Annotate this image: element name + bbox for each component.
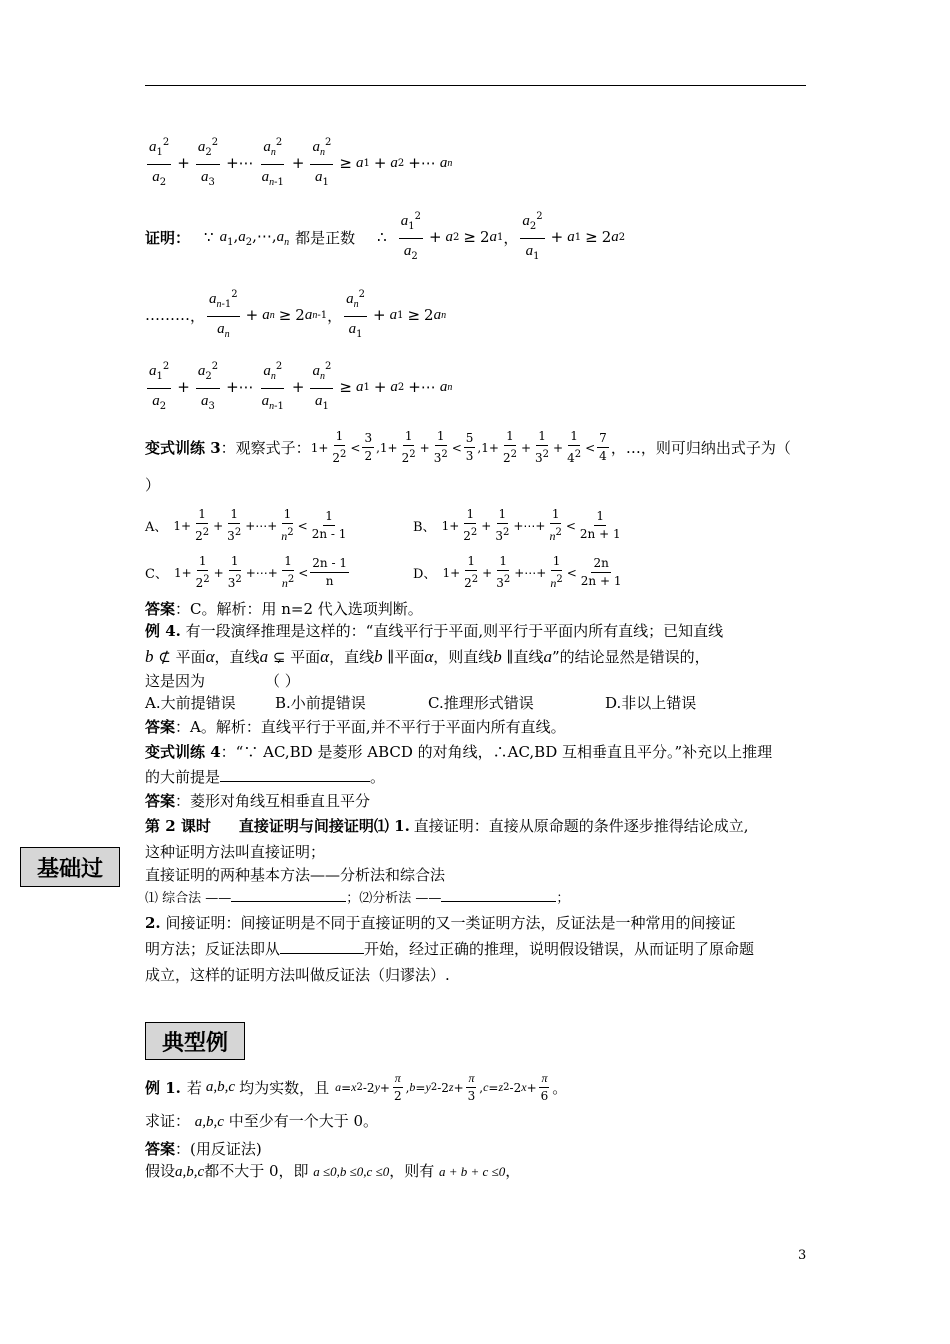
proof-conclusion: $\frac{a_1^2}{a_2}$ + $\frac{a_2^2}{a_3}$ +⋯ $\frac{a_n^2}{a_{n-1}}$ + $\frac{a_n^2}{a_1}$ ≥ a 1 + a 2 +⋯ a n <box>145 358 452 416</box>
proof-label: 证明： <box>145 228 191 247</box>
lesson2-item2-d: 成立，这样的证明方法叫做反证法（归谬法）. <box>145 966 450 984</box>
top-formula: $\frac{a_1^2}{a_2}$ + $\frac{a_2^2}{a_3}$ +⋯ $\frac{a_n^2}{a_{n-1}}$ + $\frac{a_n^2}{a_1}$ ≥ a 1 + a 2 +⋯ a n <box>145 134 452 192</box>
example4-line3: 这是因为 （ ） <box>145 672 300 690</box>
proof-line-1: 证明： ∵ $a_1,a_2,\cdots,a_n$ 都是正数 ∴ $\frac{a_1^2}{a_2}$ + a 2 ≥ 2 a 1 ， $\frac{a_2^2}{a_1}$ + a 1 ≥ 2 a 2 <box>145 208 625 266</box>
header-rule <box>145 85 806 86</box>
box-basics: 基础过 <box>20 847 120 887</box>
variant4-line2: 的大前提是 。 <box>145 768 386 786</box>
option-d[interactable]: D、 1+ $\frac{1}{2^2}$ + $\frac{1}{3^2}$ +⋯+ $\frac{1}{n^2}$ < $\frac{2n}{2n + 1}$ <box>413 554 622 590</box>
example1-prove: 求证： a,b,c 中至少有一个大于 0。 <box>145 1112 379 1130</box>
choice-b[interactable]: B.小前提错误 <box>275 694 366 712</box>
lesson2-item1-cont: 这种证明方法叫直接证明； <box>145 843 326 861</box>
page-number: 3 <box>798 1248 807 1263</box>
lesson2-item2-b: 明方法；反证法即从 开始，经过正确的推理，说明假设错误，从而证明了原命题 <box>145 940 755 958</box>
choice-d[interactable]: D.非以上错误 <box>605 694 697 712</box>
box-typical: 典型例 <box>145 1022 245 1060</box>
option-a[interactable]: A、 1+ $\frac{1}{2^2}$ + $\frac{1}{3^2}$ +⋯+ $\frac{1}{n^2}$ < $\frac{1}{2n - 1}$ <box>145 507 347 543</box>
example1-line1: 例 1. 若 a,b,c 均为实数，且 a = x 2 -2 y + $\frac{\pi}{2}$ , b = y 2 -2 z + $\frac{\pi}{3}$ , c = z 2 -2 x + $\frac{\pi}{6}$ 。 <box>145 1071 568 1103</box>
lesson2-method-blanks: ⑴ 综合法 —— ；⑵分析法 —— ； <box>145 891 570 906</box>
blank-analysis[interactable] <box>441 901 556 902</box>
lesson2-header: 第 2 课时 直接证明与间接证明⑴ 1. 直接证明：直接从原命题的条件逐步推得结论成立, <box>145 817 749 835</box>
example4-line2: b ⊄ 平面α，直线a ⊊ 平面α，直线b ∥平面α，则直线b ∥直线a”的结论显然是错误的， <box>145 647 710 666</box>
blank-premise[interactable] <box>220 781 370 782</box>
answer-v4: 答案：菱形对角线互相垂直且平分 <box>145 792 371 810</box>
proof-line-2: ……… ， $\frac{a_{n-1}^2}{a_n}$ + a n ≥ 2 a n-1 ， $\frac{a_n^2}{a_1}$ + a 1 ≥ 2 a n <box>145 286 446 344</box>
choice-c[interactable]: C.推理形式错误 <box>428 694 534 712</box>
option-c[interactable]: C、 1+ $\frac{1}{2^2}$ + $\frac{1}{3^2}$ +⋯+ $\frac{1}{n^2}$ < $\frac{2n - 1}{n}$ <box>145 554 347 590</box>
variant3-close: ） <box>145 476 161 494</box>
answer3: 答案：C。解析：用 n=2 代入选项判断。 <box>145 600 423 618</box>
lesson2-item2-a: 2. 间接证明：间接证明是不同于直接证明的又一类证明方法，反证法是一种常用的间接证 <box>145 914 736 932</box>
example1-assume: 假设a,b,c都不大于 0，即 a ≤0,b ≤0,c ≤0，则有 a + b + c ≤0， <box>145 1162 521 1180</box>
answer4: 答案：A。解析：直线平行于平面,并不平行于平面内所有直线。 <box>145 718 566 736</box>
choice-a[interactable]: A.大前提错误 <box>145 694 236 712</box>
option-b[interactable]: B、 1+ $\frac{1}{2^2}$ + $\frac{1}{3^2}$ +⋯+ $\frac{1}{n^2}$ < $\frac{1}{2n + 1}$ <box>413 507 621 543</box>
example1-answer: 答案：(用反证法) <box>145 1140 262 1158</box>
blank-synthesis[interactable] <box>231 901 346 902</box>
variant3-question: 变式训练 3 ：观察式子： 1+ $\frac{1}{2^2}$ < $\frac{3}{2}$ ,1+ $\frac{1}{2^2}$ + $\frac{1}{3^2}$ < $\frac{5}{3}$ ,1+ $\frac{1}{2^2}$ + $\frac{1}{3^2}$ + $\frac{1}{4^2}$ < $\frac{7}{4}$ ，…，则可归纳出式子为（ <box>145 429 791 465</box>
example4-line1: 例 4. 有一段演绎推理是这样的：“直线平行于平面,则平行于平面内所有直线；已知直线 <box>145 622 724 640</box>
variant4-line1: 变式训练 4：“∵ AC,BD 是菱形 ABCD 的对角线，∴AC,BD 互相垂直且平分。”补充以上推理 <box>145 743 773 761</box>
blank-contradiction-start[interactable] <box>280 953 364 954</box>
lesson2-methods: 直接证明的两种基本方法——分析法和综合法 <box>145 866 446 884</box>
